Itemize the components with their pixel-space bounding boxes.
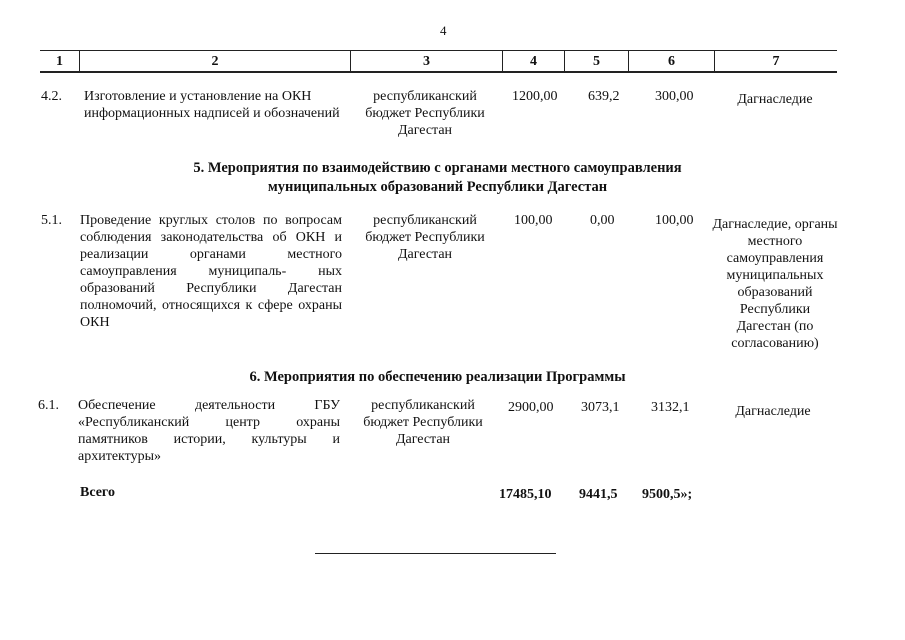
closing-line [315, 553, 556, 554]
row-executor: Дагнаследие [735, 404, 811, 419]
header-col-1: 1 [56, 54, 63, 69]
row-value-4: 2900,00 [508, 400, 554, 415]
row-source: республиканский бюджет Республики Дагестан [363, 398, 483, 447]
row-value-6: 300,00 [655, 89, 694, 104]
row-number: 6.1. [38, 398, 59, 413]
header-col-3: 3 [350, 51, 502, 71]
row-source: республиканский бюджет Республики Дагестан [365, 89, 485, 138]
total-value-6: 9500,5»; [642, 487, 693, 502]
row-executor: Дагнаследие [737, 92, 813, 107]
row-value-6: 3132,1 [651, 400, 690, 415]
total-label: Всего [80, 485, 115, 500]
row-source: республиканский бюджет Республики Дагестан [365, 213, 485, 262]
row-value-5: 639,2 [588, 89, 620, 104]
row-value-4: 100,00 [514, 213, 553, 228]
row-number: 5.1. [41, 213, 62, 228]
section-5-title-line2: муниципальных образований Республики Дагестан [267, 179, 608, 195]
section-6-title: 6. Мероприятия по обеспечению реализации Программы [249, 369, 626, 385]
total-value-5: 9441,5 [579, 487, 618, 502]
row-value-4: 1200,00 [512, 89, 558, 104]
row-value-5: 0,00 [590, 213, 615, 228]
header-col-5: 5 [564, 51, 628, 71]
row-name: Обеспечение деятельности ГБУ «Республиканский центр охраны памятников истории, культуры и архитектуры» [78, 398, 340, 464]
page-number: 4 [440, 23, 447, 38]
header-col-4: 4 [502, 51, 564, 71]
row-number: 4.2. [41, 89, 62, 104]
table-header [40, 50, 837, 73]
header-col-2: 2 [79, 51, 350, 71]
header-col-7: 7 [714, 51, 837, 71]
row-value-6: 100,00 [655, 213, 694, 228]
section-5-title-line1: 5. Мероприятия по взаимодействию с органами местного самоуправления [193, 160, 682, 176]
row-value-5: 3073,1 [581, 400, 620, 415]
row-executor: Дагнаследие, органы местного самоуправления муниципальных образований Республики Дагестан (по согласованию) [712, 217, 838, 351]
row-name: Изготовление и установление на ОКН информационных надписей и обозначений [84, 89, 340, 121]
total-value-4: 17485,10 [499, 487, 552, 502]
header-col-6: 6 [628, 51, 714, 71]
row-name: Проведение круглых столов по вопросам соблюдения законодательства об ОКН и реализации органами местного самоуправления муниципаль- ных образований Республики Дагестан полномочий, относящихся к сфере охраны ОКН [80, 213, 342, 330]
